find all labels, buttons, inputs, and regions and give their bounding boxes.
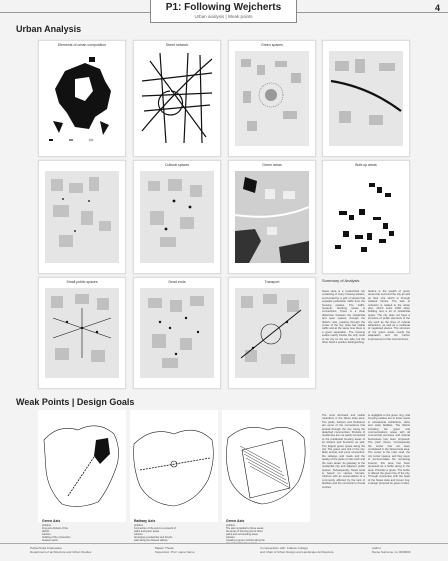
footer-author-label: Author xyxy=(372,546,381,550)
summary-text-col2: feature is the wealth of green areas that surround the city as well as their size which is through isolated blocks. The lack of cohesion is related to the urban plan, which omits 1960 when building and a lot of residential space. The city does not have a structure of public elements of the city such as the lines of cultural attractions, as well as a multitude of neglected places. The structure of the green areas needs the adaptation and the further improvement of the new functions. xyxy=(368,290,410,341)
goal-3-title: Green Axis xyxy=(226,519,245,523)
footer-chair: and Chair of Urban Design and Landscape Architecture xyxy=(260,549,334,554)
green-areas-map xyxy=(235,171,309,263)
page-number: 4 xyxy=(434,3,440,13)
cultural-spaces-map xyxy=(140,171,214,263)
panel-green-areas xyxy=(228,160,316,274)
composition-map xyxy=(45,51,119,146)
panel-street-network xyxy=(133,40,221,157)
goal-3-text: problem The axis is parallel to these areas: the areas of housing and of other parks and surrounding areas solution Creating a green corridor along the xyxy=(226,524,265,542)
district-map xyxy=(45,171,119,263)
street-network-map xyxy=(140,51,214,146)
panel-caption: Street network xyxy=(165,43,189,47)
weak-point-1-image xyxy=(38,410,126,522)
title-block xyxy=(150,0,297,23)
built-up-map xyxy=(329,171,403,263)
panel-caption: Small public spaces xyxy=(66,280,98,284)
page-title: P1: Following Wejcherts xyxy=(165,2,282,13)
railway-axis-diagram xyxy=(130,410,218,522)
section-weak-points: Weak Points | Design Goals xyxy=(16,397,135,407)
weak-point-3-image xyxy=(222,410,310,522)
panel-caption: Cultural spaces xyxy=(164,163,190,167)
green-spaces-map xyxy=(235,51,309,146)
dead-ends-map xyxy=(140,288,214,378)
panel-cultural-spaces xyxy=(133,160,221,274)
goal-1-text: problem long axis division of the district solution building of the connection between parts xyxy=(42,524,71,542)
panel-built-up-areas xyxy=(322,160,410,274)
panel-dead-ends xyxy=(133,277,221,389)
green-axis-diagram-1 xyxy=(38,410,126,522)
footer-col-2 xyxy=(155,547,195,555)
panel-map-5 xyxy=(38,160,126,274)
page-subtitle: Urban analysis | Weak points xyxy=(194,14,253,19)
summary-title: Summary of Analysis xyxy=(322,278,360,283)
footer-supervisor: Supervisor: Prof. name Name xyxy=(155,549,195,554)
panel-small-public-spaces xyxy=(38,277,126,389)
section-urban-analysis: Urban Analysis xyxy=(16,24,82,34)
footer-col-3 xyxy=(260,547,334,555)
panel-urban-composition xyxy=(38,40,126,157)
footer-cooperation: In cooperation with: Krakow College xyxy=(260,546,308,550)
footer-department: Department of architecture and Urban Studies xyxy=(30,549,92,554)
footer-col-1 xyxy=(30,547,91,555)
panel-caption: Dead ends xyxy=(168,280,186,284)
weak-point-2-image xyxy=(130,410,218,522)
panel-caption: Built-up areas xyxy=(355,163,377,167)
green-axis-diagram-2 xyxy=(222,410,310,522)
goal-2-text: problem Connection of the axis to a network of paths and green areas solution Arranging a pedestrian and bicycle path along the disused railway xyxy=(134,524,176,542)
public-spaces-map xyxy=(45,288,119,378)
footer-col-4 xyxy=(372,547,411,555)
footer-thesis: Master Thesis xyxy=(155,546,174,550)
panel-transport xyxy=(228,277,316,389)
transport-map xyxy=(235,288,309,378)
road-map xyxy=(329,51,403,146)
goal-2-title: Railway Axis xyxy=(134,519,156,523)
weak-text-col1: The most dominant and visible meanders in the Nowa Huta area. The parks, barriers and hindrance are some of the connections that spread through the city, being the detached communities. Pockets of residences are not easily connected to the residential housing areas of its citizens and functions as well. The largest green space along the city. The green axis link of the city. Main access and point connection: the railways and roads and the quality of the parks on the north and the main areas. Its gateway to the residential city and adjacent public spaces. Subsequently, Nowa Huta is based on various formats. Citizens with an accumulation of a community affected by the lack of facilities and the connection of local centres. xyxy=(322,414,365,489)
footer xyxy=(0,543,448,561)
panel-caption: Elements of urban composition xyxy=(57,43,107,47)
panel-map-4 xyxy=(322,40,410,157)
weak-text-col2: is negligible to the green ring, vital housing estates are to lower areas in educational institutions, clubs and retail facilities. The district including the green and communications areas with all commercial premises and cultural businesses has been proposed. The 'park' theme. Consequently the center has not been considered in the Nowa Huta area. The center is the main road, the city center spaces, and they seem to accommodate the remaining interest, this area has been proposed as a buffer along in the area. Provides a green. The buffer is offered the green line of the city. Through connection with the heart of the Nowa Huta and Green ring, a design proposal for green routes. xyxy=(368,414,410,486)
panel-caption: Transport xyxy=(264,280,280,284)
footer-author: Name Surname, no 0000000 xyxy=(372,549,411,554)
goal-1-title: Green Axis xyxy=(42,519,61,523)
panel-green-spaces xyxy=(228,40,316,157)
panel-caption: Green areas xyxy=(262,163,282,167)
summary-text-col1: Nowa Huta is a modernized city consisting of many housing estates, surrounded by a grid of streets that separate pedestrian traffic from the housing estates. The traffic, however, blocking routes to connections. There is a clear distinction between the residential and open spaces, through the historic axis, passing through the center of the city. Huta has visible traffic and at the same time there is a good separation. The housing estate mainly blocks the only route to the city on the one side, but the other hand a positive distinguishing xyxy=(322,290,365,345)
panel-caption: Green spaces xyxy=(261,43,283,47)
footer-university: Politechnika Krakowska xyxy=(30,546,62,550)
